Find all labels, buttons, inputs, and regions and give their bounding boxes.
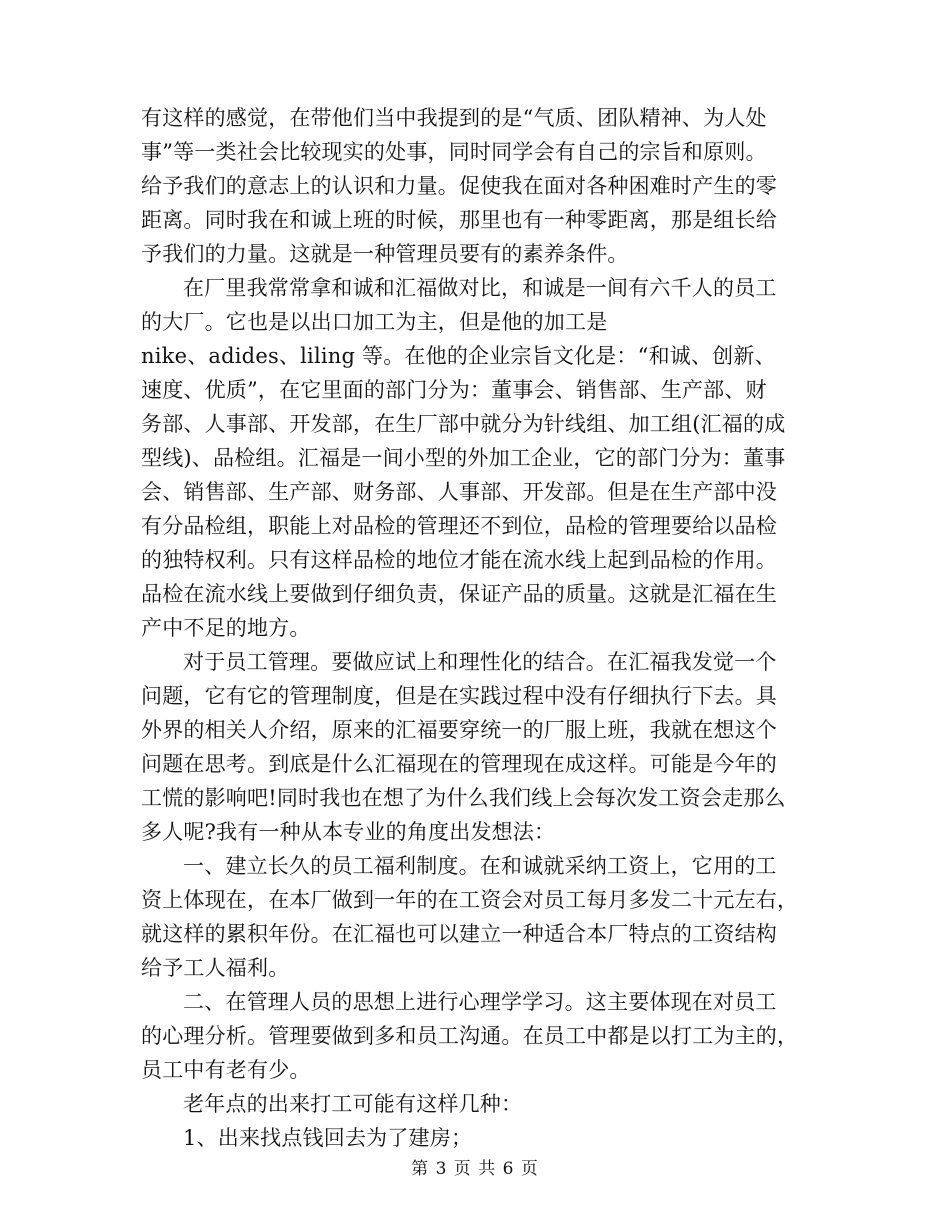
text-line: 问题，它有它的管理制度，但是在实践过程中没有仔细执行下去。具 <box>141 684 777 708</box>
paragraph-start-line: 二、在管理人员的思想上进行心理学学习。这主要体现在对员工 <box>183 990 777 1014</box>
text-line: 予我们的力量。这就是一种管理员要有的素养条件。 <box>141 242 629 266</box>
text-line: 问题在思考。到底是什么汇福现在的管理现在成这样。可能是今年的 <box>141 752 777 776</box>
page-number-label: 第 3 页 共 6 页 <box>411 1159 539 1179</box>
paragraph-start-line: 在厂里我常常拿和诚和汇福做对比，和诚是一间有六千人的员工 <box>183 276 777 300</box>
text-line: 的独特权利。只有这样品检的地位才能在流水线上起到品检的作用。 <box>141 548 777 572</box>
paragraph-start-line: 一、建立长久的员工福利制度。在和诚就采纳工资上，它用的工 <box>183 854 777 878</box>
text-line: 的心理分析。管理要做到多和员工沟通。在员工中都是以打工为主的， <box>141 1024 799 1048</box>
text-line: 给予我们的意志上的认识和力量。促使我在面对各种困难时产生的零 <box>141 174 777 198</box>
paragraph-start-line: 1、出来找点钱回去为了建房； <box>183 1126 473 1150</box>
text-line: 就这样的累积年份。在汇福也可以建立一种适合本厂特点的工资结构 <box>141 922 777 946</box>
text-line: nike、adides、liling 等。在他的企业宗旨文化是：“和诚、创新、 <box>141 344 776 368</box>
text-line: 会、销售部、生产部、财务部、人事部、开发部。但是在生产部中没 <box>141 480 777 504</box>
text-line: 给予工人福利。 <box>141 956 290 980</box>
text-line: 员工中有老有少。 <box>141 1058 311 1082</box>
text-line: 距离。同时我在和诚上班的时候，那里也有一种零距离，那是组长给 <box>141 208 777 232</box>
text-line: 工慌的影响吧!同时我也在想了为什么我们线上会每次发工资会走那么 <box>141 786 786 810</box>
text-line: 多人呢?我有一种从本专业的角度出发想法： <box>141 820 556 844</box>
text-line: 产中不足的地方。 <box>141 616 311 640</box>
paragraph-start-line: 对于员工管理。要做应试上和理性化的结合。在汇福我发觉一个 <box>183 650 777 674</box>
text-line: 型线)、品检组。汇福是一间小型的外加工企业，它的部门分为：董事 <box>141 446 786 470</box>
text-line: 事”等一类社会比较现实的处事，同时同学会有自己的宗旨和原则。 <box>141 140 767 164</box>
text-line: 品检在流水线上要做到仔细负责，保证产品的质量。这就是汇福在生 <box>141 582 777 606</box>
paragraph-start-line: 老年点的出来打工可能有这样几种： <box>183 1092 523 1116</box>
document-body <box>141 101 811 1155</box>
text-line: 速度、优质”，在它里面的部门分为：董事会、销售部、生产部、财 <box>141 378 767 402</box>
page-footer <box>0 1154 950 1179</box>
text-line: 资上体现在，在本厂做到一年的在工资会对员工每月多发二十元左右， <box>141 888 799 912</box>
text-line: 外界的相关人介绍，原来的汇福要穿统一的厂服上班，我就在想这个 <box>141 718 777 742</box>
text-line: 的大厂。它也是以出口加工为主，但是他的加工是 <box>141 310 608 334</box>
text-line: 有这样的感觉，在带他们当中我提到的是“气质、团队精神、为人处 <box>141 106 767 130</box>
text-line: 务部、人事部、开发部，在生厂部中就分为针线组、加工组(汇福的成 <box>141 412 786 436</box>
text-line: 有分品检组，职能上对品检的管理还不到位，品检的管理要给以品检 <box>141 514 777 538</box>
